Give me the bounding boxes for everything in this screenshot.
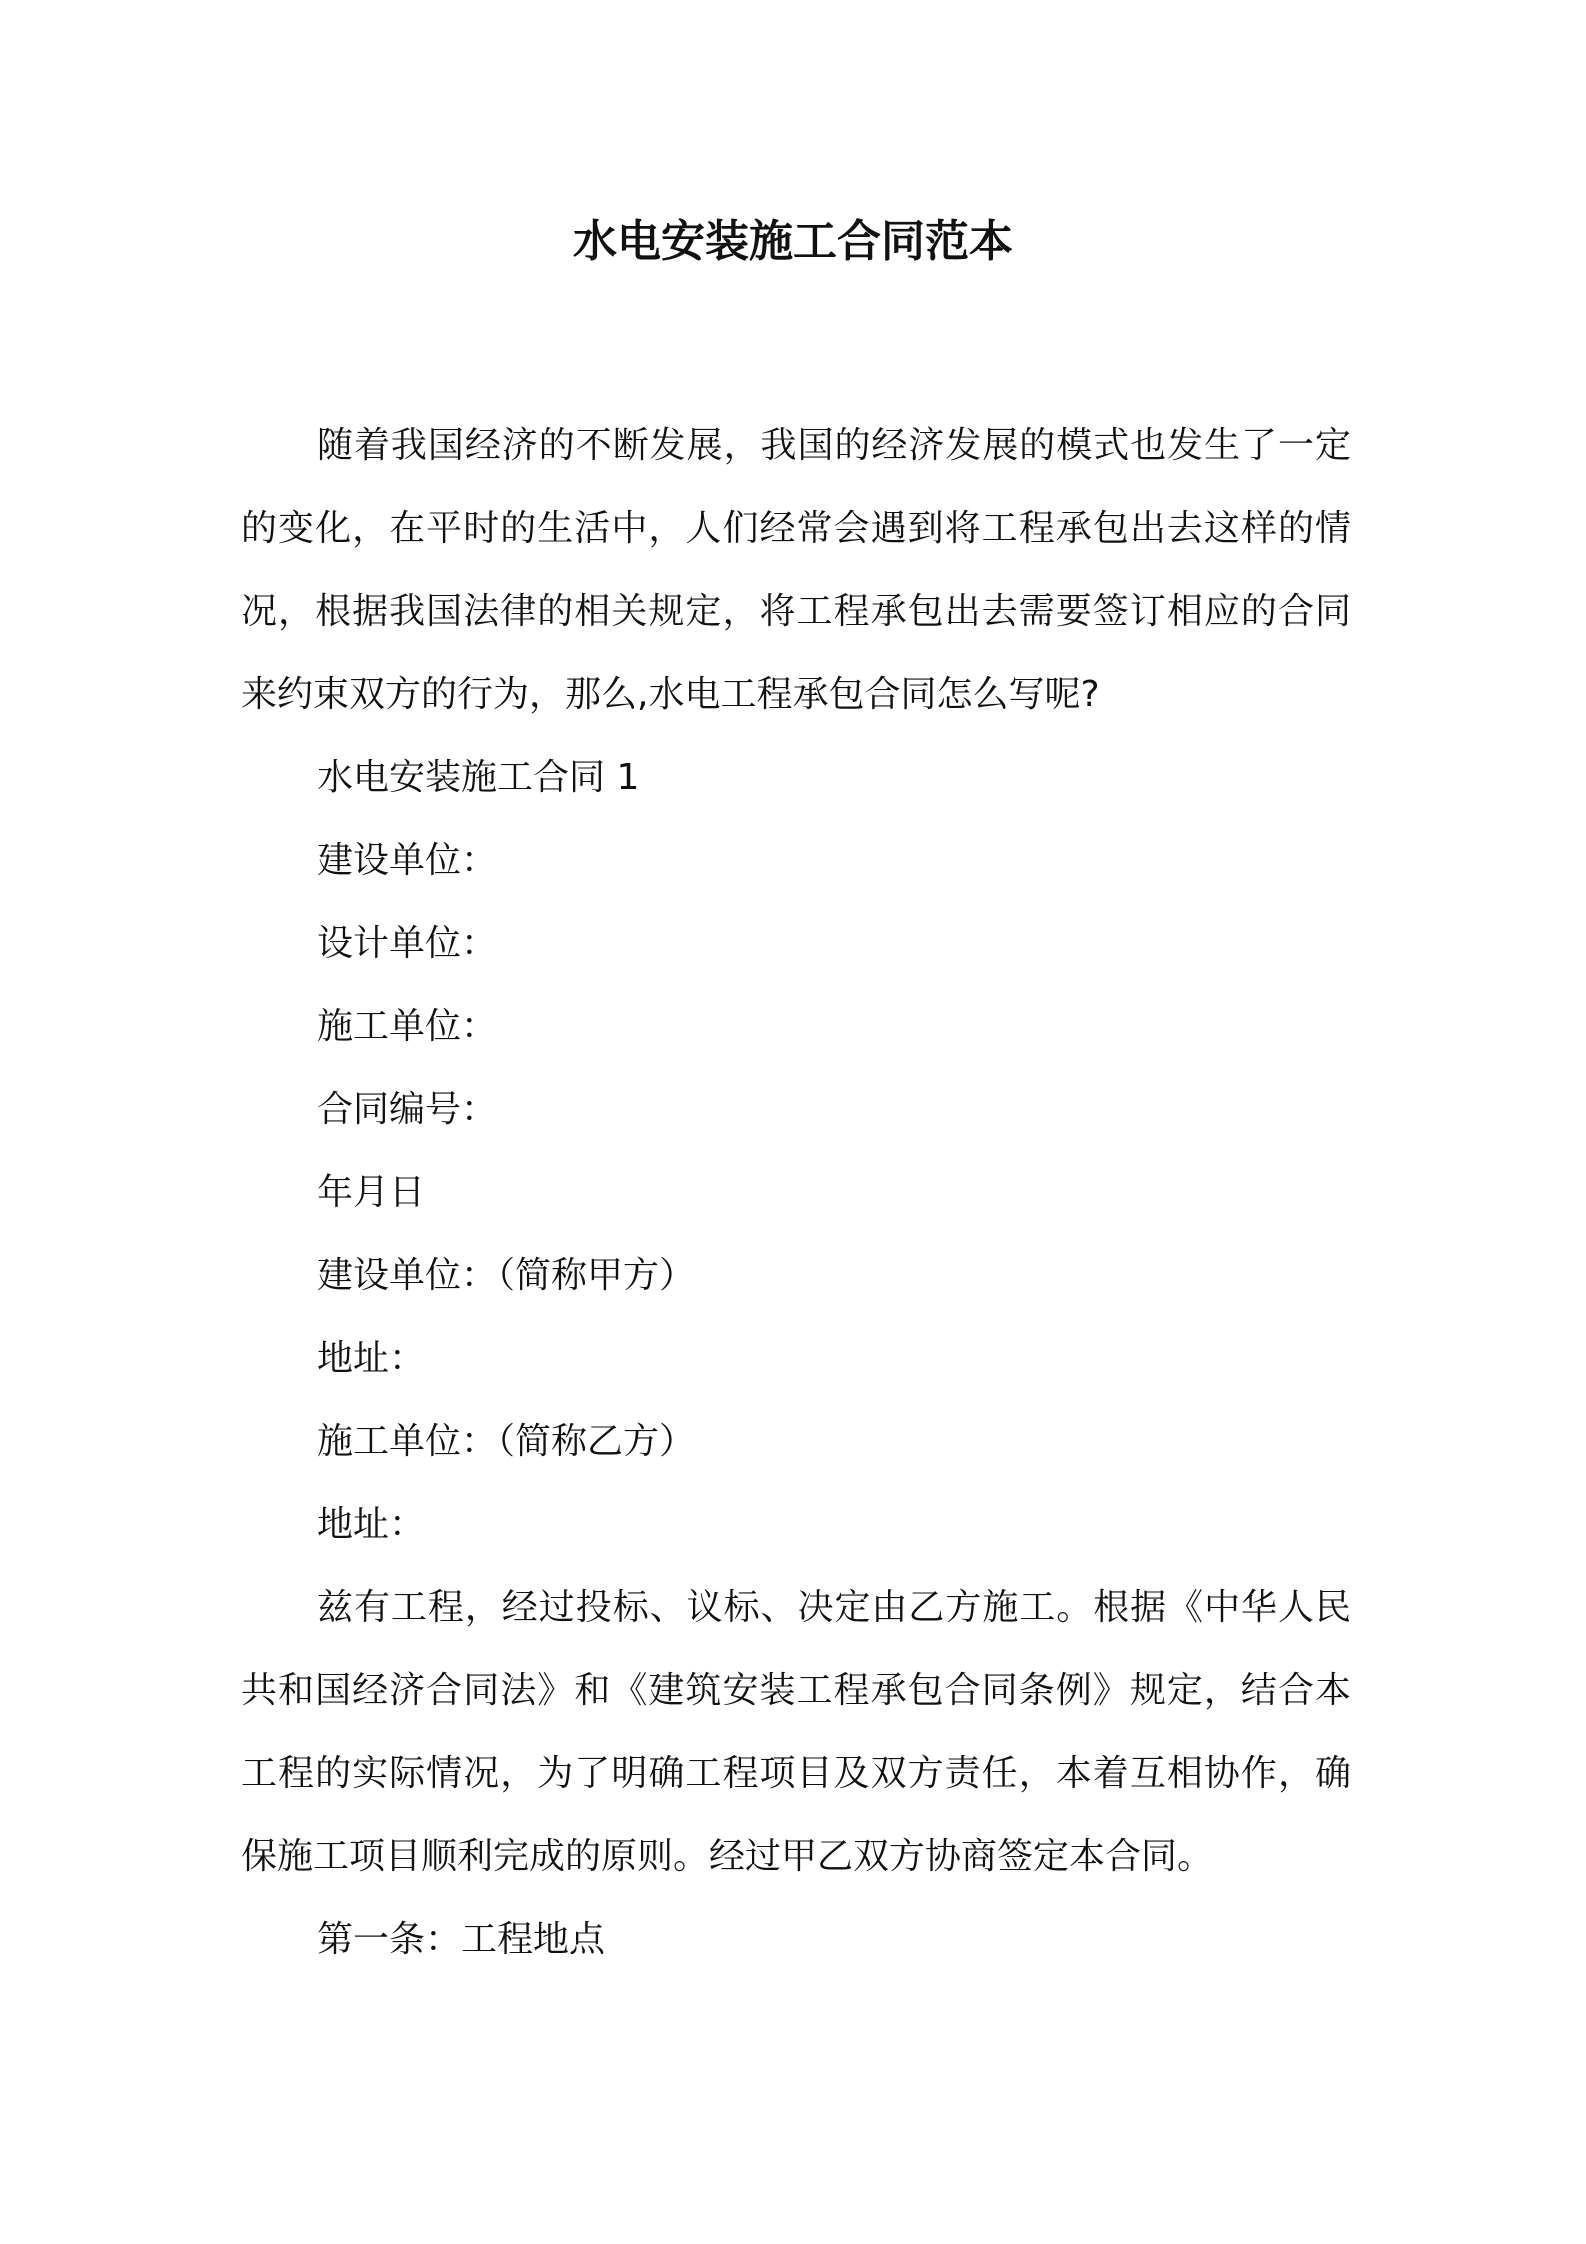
field-party-a: 建设单位：（简称甲方） [317,1255,696,1296]
document-title: 水电安装施工合同范本 [573,216,1013,267]
contract-heading: 水电安装施工合同 1 [317,757,640,798]
field-party-b: 施工单位：（简称乙方） [317,1421,696,1462]
field-contract-number: 合同编号： [317,1089,498,1130]
intro-paragraph: 随着我国经济的不断发展，我国的经济发展的模式也发生了一定的变化，在平时的生活中，人们经常会遇到将工程承包出去这样的情况，根据我国法律的相关规定，将工程承包出去需要签订相应的合同来约束双方的行为，那么,水电工程承包合同怎么写呢? [241,425,1351,715]
field-design-unit: 设计单位： [317,923,498,964]
document-body [241,404,1351,1981]
preamble-paragraph: 兹有工程，经过投标、议标、决定由乙方施工。根据《中华人民共和国经济合同法》和《建筑安装工程承包合同条例》规定，结合本工程的实际情况，为了明确工程项目及双方责任，本着互相协作，确保施工项目顺利完成的原则。经过甲乙双方协商签定本合同。 [241,1587,1351,1877]
field-date: 年月日 [317,1172,426,1213]
article-1-heading: 第一条：工程地点 [317,1919,606,1960]
field-builder-unit: 施工单位： [317,1006,498,1047]
field-party-b-address: 地址： [317,1504,426,1545]
field-party-a-address: 地址： [317,1338,426,1379]
field-construction-unit: 建设单位： [317,840,498,881]
